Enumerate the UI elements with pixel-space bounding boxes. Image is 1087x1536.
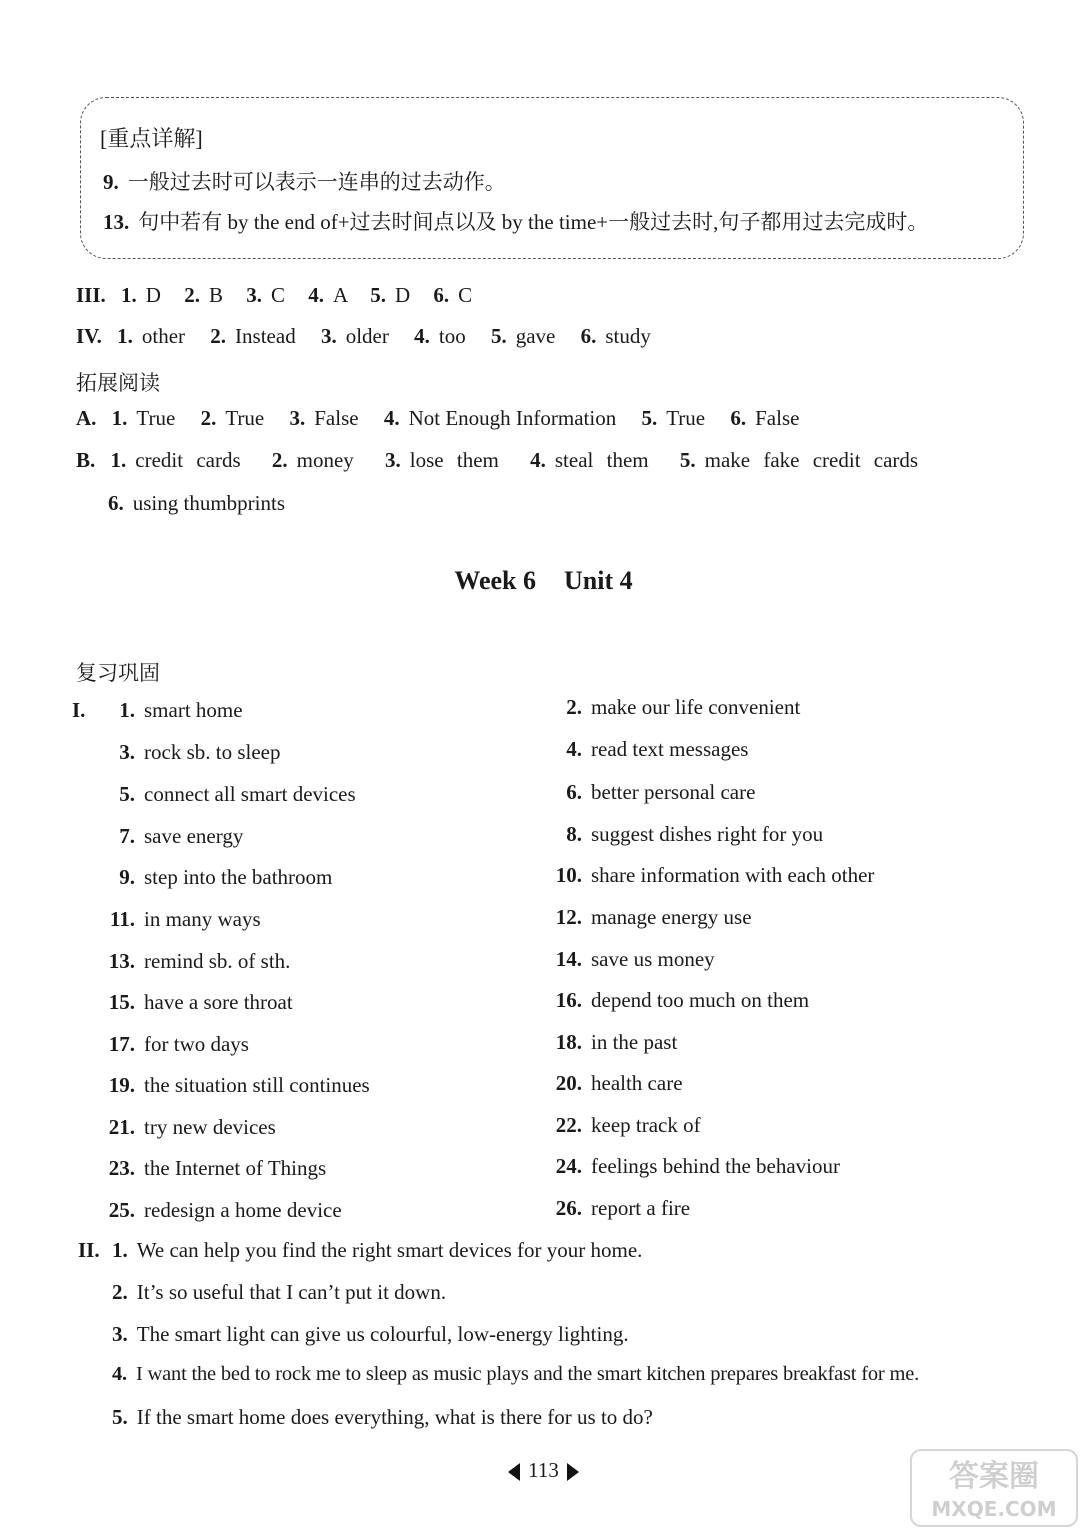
answer: C <box>270 283 285 307</box>
item-number: 26. <box>555 1196 582 1220</box>
phrase-item <box>552 695 800 720</box>
answer-number: 1. <box>121 283 137 307</box>
answer: True <box>225 406 265 430</box>
item-number: 5. <box>112 1405 128 1429</box>
item-text: manage energy use <box>591 905 752 929</box>
answer: lose them <box>409 448 499 472</box>
answer: True <box>666 406 706 430</box>
item-text: The smart light can give us colourful, low-energy lighting. <box>136 1322 629 1346</box>
answer-number: 3. <box>385 448 401 472</box>
answer-number: 3. <box>246 283 262 307</box>
item-text: health care <box>591 1071 683 1095</box>
phrase-item <box>105 949 290 974</box>
item-number: 5. <box>119 782 135 806</box>
item-text: depend too much on them <box>591 988 810 1012</box>
answer-number: 5. <box>641 406 658 430</box>
answer-number: 5. <box>370 283 386 307</box>
answer: Instead <box>235 324 296 348</box>
item-number: 13. <box>108 949 135 973</box>
answer: using thumbprints <box>132 491 286 515</box>
item-text: connect all smart devices <box>144 782 356 806</box>
phrase-item <box>552 863 874 888</box>
section-ii-label: II. <box>78 1238 100 1262</box>
answer: D <box>395 283 411 307</box>
item-text: have a sore throat <box>144 990 293 1014</box>
answer-number: 2. <box>271 448 288 472</box>
extended-reading-b-answers <box>76 448 918 473</box>
item-text: redesign a home device <box>144 1198 342 1222</box>
answer-number: 1. <box>117 324 133 348</box>
answer: B <box>208 283 223 307</box>
page-number: 113 <box>528 1458 559 1482</box>
part-label: B. <box>76 448 96 472</box>
item-text: remind sb. of sth. <box>144 949 291 973</box>
item-text: feelings behind the behaviour <box>591 1154 841 1178</box>
answer-number: 1. <box>111 406 128 430</box>
phrase-item <box>105 698 243 723</box>
item-number: 4. <box>566 737 582 761</box>
item-number: 23. <box>108 1156 135 1180</box>
item-number: 2. <box>566 695 582 719</box>
phrase-item <box>105 1032 249 1057</box>
triangle-right-icon <box>567 1463 579 1481</box>
item-number: 12. <box>555 905 582 929</box>
phrase-item <box>105 865 332 890</box>
item-number: 21. <box>108 1115 135 1139</box>
item-number: 18. <box>555 1030 582 1054</box>
phrase-item <box>552 822 823 847</box>
item-number: 11. <box>109 907 135 931</box>
unit-label: Unit 4 <box>563 566 633 595</box>
section-iii-answers <box>76 283 472 308</box>
phrase-item <box>552 737 748 762</box>
phrase-item <box>105 1198 342 1223</box>
week-label: Week 6 <box>454 566 536 595</box>
item-text: rock sb. to sleep <box>144 740 281 764</box>
item-number: 3. <box>112 1322 128 1346</box>
item-number: 1. <box>119 698 135 722</box>
answer-number: 4. <box>308 283 324 307</box>
part-label: A. <box>76 406 97 430</box>
answer: True <box>136 406 176 430</box>
phrase-item <box>552 1071 683 1096</box>
answer: other <box>141 324 186 348</box>
item-number: 22. <box>555 1113 582 1137</box>
item-text: report a fire <box>591 1196 691 1220</box>
svg-text:答案圈: 答案圈 <box>949 1459 1039 1494</box>
answer: Not Enough Information <box>408 406 617 430</box>
answer-number: 2. <box>210 324 227 348</box>
item-text: for two days <box>144 1032 249 1056</box>
item-text: save us money <box>591 947 715 971</box>
section-i-label: I. <box>72 698 86 722</box>
item-number: 6. <box>566 780 582 804</box>
watermark-logo <box>909 1448 1079 1528</box>
item-text: the situation still continues <box>144 1073 370 1097</box>
answer-number: 5. <box>679 448 696 472</box>
key-point-line <box>103 166 506 196</box>
answer: study <box>605 324 651 348</box>
item-number: 16. <box>555 988 582 1012</box>
item-number: 7. <box>119 824 135 848</box>
answer: D <box>145 283 161 307</box>
extended-reading-a-answers <box>76 406 799 431</box>
answer-number: 6. <box>580 324 597 348</box>
extended-reading-title: 拓展阅读 <box>76 371 160 395</box>
sentence-item <box>112 1280 446 1305</box>
triangle-left-icon <box>508 1463 520 1481</box>
item-number: 20. <box>555 1071 582 1095</box>
item-text: It’s so useful that I can’t put it down. <box>136 1280 447 1304</box>
item-number: 25. <box>108 1198 135 1222</box>
phrase-item <box>105 1115 276 1140</box>
answer: money <box>296 448 354 472</box>
phrase-item <box>105 824 243 849</box>
phrase-item <box>105 990 293 1015</box>
key-point-number: 13. <box>103 210 130 234</box>
answer-number: 5. <box>490 324 507 348</box>
week-unit-heading <box>0 566 1087 596</box>
key-point-text: 句中若有 by the end of+过去时间点以及 by the time+一般过去时,句子都用过去完成时。 <box>138 210 929 234</box>
answer: False <box>755 406 800 430</box>
answer: older <box>345 324 389 348</box>
key-point-text: 一般过去时可以表示一连串的过去动作。 <box>127 170 506 194</box>
answer-number: 3. <box>289 406 306 430</box>
item-number: 10. <box>555 863 582 887</box>
item-number: 24. <box>555 1154 582 1178</box>
phrase-item <box>552 947 715 972</box>
phrase-item <box>552 1196 690 1221</box>
item-number: 17. <box>108 1032 135 1056</box>
phrase-item <box>105 782 356 807</box>
phrase-item <box>552 1154 840 1179</box>
item-number: 14. <box>555 947 582 971</box>
answer: A <box>332 283 347 307</box>
phrase-item <box>552 1113 701 1138</box>
section-iv-answers <box>76 324 651 349</box>
svg-text:MXQE.COM: MXQE.COM <box>931 1497 1057 1521</box>
item-text: make our life convenient <box>591 695 801 719</box>
phrase-item <box>552 905 752 930</box>
answer-number: 4. <box>530 448 546 472</box>
phrase-item <box>105 907 261 932</box>
answer-number: 2. <box>184 283 200 307</box>
item-text: in the past <box>591 1030 678 1054</box>
item-text: If the smart home does everything, what is there for us to do? <box>136 1405 653 1429</box>
answer-number: 6. <box>730 406 747 430</box>
answer-number: 6. <box>108 491 124 515</box>
item-text: in many ways <box>144 907 261 931</box>
item-number: 9. <box>119 865 135 889</box>
phrase-item <box>105 1156 326 1181</box>
answer: too <box>438 324 466 348</box>
answer: C <box>458 283 473 307</box>
answer: steal them <box>554 448 649 472</box>
answer-number: 4. <box>414 324 430 348</box>
phrase-item <box>105 740 280 765</box>
answer-number: 2. <box>200 406 217 430</box>
item-text: We can help you find the right smart devices for your home. <box>136 1238 643 1262</box>
answer: False <box>314 406 359 430</box>
item-number: 15. <box>108 990 135 1014</box>
item-number: 1. <box>112 1238 128 1262</box>
key-point-number: 9. <box>103 170 119 194</box>
extended-reading-b-answer-6 <box>108 491 285 516</box>
item-text: keep track of <box>591 1113 701 1137</box>
answer-number: 1. <box>110 448 127 472</box>
sentence-item <box>112 1322 629 1347</box>
item-number: 4. <box>112 1363 127 1385</box>
item-number: 2. <box>112 1280 128 1304</box>
item-text: save energy <box>144 824 244 848</box>
phrase-item <box>552 780 755 805</box>
item-number: 3. <box>119 740 135 764</box>
item-text: smart home <box>144 698 243 722</box>
sentence-item <box>112 1405 653 1430</box>
review-title: 复习巩固 <box>76 661 160 685</box>
answer-number: 4. <box>383 406 400 430</box>
sentence-item <box>112 1363 919 1386</box>
phrase-item <box>105 1073 370 1098</box>
phrase-item <box>552 988 809 1013</box>
item-text: suggest dishes right for you <box>591 822 824 846</box>
item-number: 8. <box>566 822 582 846</box>
sentence-item <box>112 1238 642 1263</box>
key-points-title: [重点详解] <box>100 126 203 151</box>
answer: gave <box>515 324 556 348</box>
item-text: I want the bed to rock me to sleep as music plays and the smart kitchen prepares breakfast for me. <box>135 1363 920 1385</box>
item-text: the Internet of Things <box>144 1156 327 1180</box>
answer-number: 6. <box>433 283 450 307</box>
item-number: 19. <box>108 1073 135 1097</box>
answer: make fake credit cards <box>704 448 919 472</box>
section-label: IV. <box>76 324 102 348</box>
item-text: try new devices <box>144 1115 276 1139</box>
item-text: step into the bathroom <box>144 865 333 889</box>
section-label: III. <box>76 283 106 307</box>
item-text: read text messages <box>591 737 749 761</box>
key-point-line <box>103 206 928 236</box>
answer-number: 3. <box>320 324 337 348</box>
item-text: share information with each other <box>591 863 875 887</box>
phrase-item <box>552 1030 677 1055</box>
item-text: better personal care <box>591 780 756 804</box>
answer: credit cards <box>135 448 241 472</box>
